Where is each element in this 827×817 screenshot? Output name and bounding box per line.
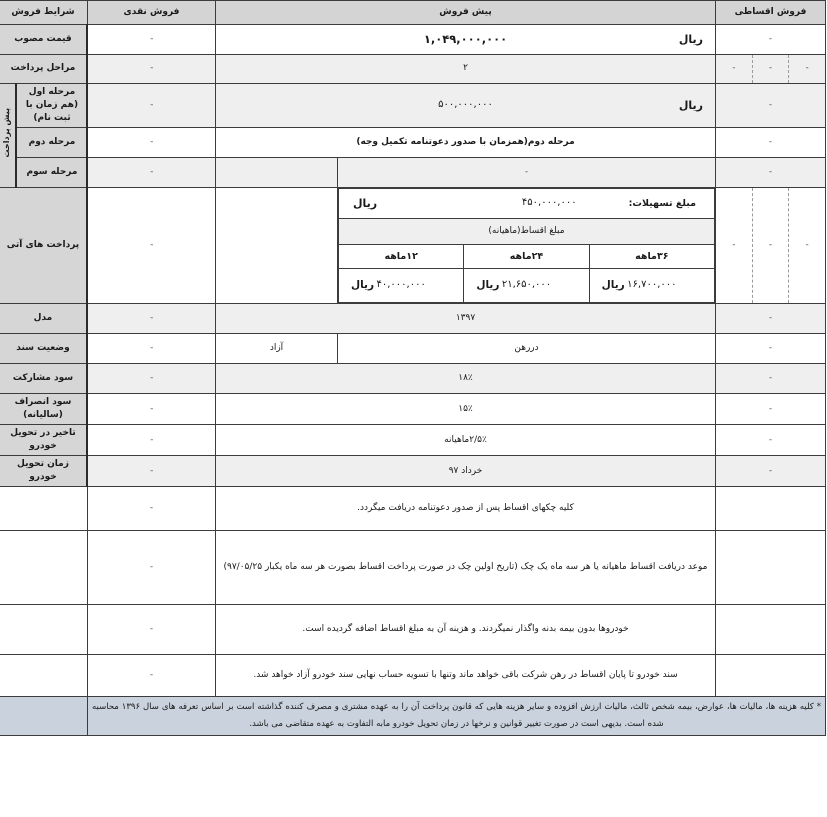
term-unit-24: ریال	[477, 279, 501, 292]
prepayment-vertical-label	[0, 84, 17, 188]
term-amount-36: ۱۶,۷۰۰,۰۰۰	[628, 279, 678, 291]
installment-schedule-block	[339, 188, 717, 304]
header-cash-sale: فروش نقدی	[88, 1, 216, 25]
participation-profit-cash: -	[88, 364, 216, 394]
note-1-label	[0, 487, 88, 531]
label-withdrawal-profit: سود انصراف (سالیانه)	[0, 394, 88, 425]
row-approved-price	[0, 25, 827, 55]
header-installment-sale: فروش اقساطی	[717, 1, 827, 25]
row-delivery-time	[0, 456, 827, 487]
future-payments-inst-a: -	[790, 188, 826, 303]
payment-stages-inst-b: -	[753, 55, 789, 83]
approved-price-installment: -	[717, 25, 827, 55]
note-2-cash: -	[88, 531, 216, 605]
term-amount-36-cell	[590, 269, 715, 303]
footer-spacer	[0, 697, 88, 735]
delivery-time-cash: -	[88, 456, 216, 487]
note-4-text: سند خودرو تا پایان اقساط در رهن شرکت باقی خواهد ماند وتنها با تسویه حساب نهایی سند خودرو آزاد خواهد شد.	[216, 655, 716, 697]
installments-title-row	[340, 219, 716, 245]
row-stage-three	[0, 158, 827, 188]
future-payments-presale-empty	[216, 188, 338, 304]
stage-three-presale-sub	[216, 158, 338, 188]
stage-two-installment: -	[717, 128, 827, 158]
prepayment-vertical-text: پیش پرداخت	[2, 108, 12, 158]
approved-price-amount: ۱,۰۴۹,۰۰۰,۰۰۰	[424, 32, 509, 47]
note-3-text: خودروها بدون بیمه بدنه واگذار نمیگردند. و هزینه آن به مبلغ اقساط اضافه گردیده است.	[216, 605, 716, 655]
delivery-time-presale: خرداد ۹۷	[216, 456, 716, 487]
label-delivery-delay: تاخیر در تحویل خودرو	[0, 425, 88, 456]
note-4-installment	[717, 655, 827, 697]
delivery-delay-presale: ۲/۵٪ماهیانه	[216, 425, 716, 456]
term-months-12: ۱۲ماهه	[340, 245, 465, 269]
approved-price-unit: ریال	[679, 32, 704, 46]
model-installment: -	[717, 304, 827, 334]
row-document-status	[0, 334, 827, 364]
label-stage-one: مرحله اول (هم زمان با ثبت نام)	[17, 84, 88, 128]
term-unit-12: ریال	[352, 279, 376, 292]
term-months-24: ۲۴ماهه	[465, 245, 590, 269]
model-presale: ۱۳۹۷	[216, 304, 716, 334]
label-stage-two: مرحله دوم	[17, 128, 88, 158]
future-payments-inst-c: -	[733, 240, 737, 251]
footer-disclaimer-cell	[88, 697, 826, 735]
participation-profit-presale: ۱۸٪	[216, 364, 716, 394]
note-2-label	[0, 531, 88, 605]
stage-three-installment: -	[717, 158, 827, 188]
term-amount-12-cell	[340, 269, 465, 303]
note-1-text: کلیه چکهای اقساط پس از صدور دعوتنامه دریافت میگردد.	[216, 487, 716, 531]
delivery-delay-cash: -	[88, 425, 216, 456]
term-amount-12: ۴۰,۰۰۰,۰۰۰	[377, 279, 427, 291]
note-3-installment	[717, 605, 827, 655]
facility-row	[340, 189, 716, 219]
stage-one-amount: ۵۰۰,۰۰۰,۰۰۰	[439, 99, 494, 111]
note-2-installment	[717, 531, 827, 605]
stage-three-presale-main: -	[339, 158, 717, 188]
label-model: مدل	[0, 304, 88, 334]
label-delivery-time: زمان تحویل خودرو	[0, 456, 88, 487]
delivery-time-installment: -	[717, 456, 827, 487]
note-1-cash: -	[88, 487, 216, 531]
note-4-cash: -	[88, 655, 216, 697]
stage-one-cash: -	[88, 84, 216, 128]
payment-stages-presale: ۲	[216, 55, 716, 84]
label-participation-profit: سود مشارکت	[0, 364, 88, 394]
note-3-cash: -	[88, 605, 216, 655]
note-1-installment	[717, 487, 827, 531]
row-note-1	[0, 487, 827, 531]
stage-three-cash: -	[88, 158, 216, 188]
document-status-cash: -	[88, 334, 216, 364]
stage-two-presale: مرحله دوم(همزمان با صدور دعوتنامه تکمیل وجه)	[216, 128, 716, 158]
withdrawal-profit-installment: -	[717, 394, 827, 425]
withdrawal-profit-presale: ۱۵٪	[216, 394, 716, 425]
stage-one-unit: ریال	[679, 98, 704, 112]
approved-price-presale	[216, 25, 716, 55]
model-cash: -	[88, 304, 216, 334]
header-presale: پیش فروش	[216, 1, 716, 25]
stage-one-presale	[216, 84, 716, 128]
payment-stages-inst-c: -	[733, 63, 737, 74]
document-status-main: دررهن	[339, 334, 717, 364]
future-payments-installment-group	[717, 188, 827, 304]
header-sale-terms: شرایط فروش	[0, 1, 88, 25]
document-status-installment: -	[717, 334, 827, 364]
label-stage-three: مرحله سوم	[17, 158, 88, 188]
installments-title: مبلغ اقساط(ماهیانه)	[340, 219, 716, 245]
installment-amounts-row	[340, 269, 716, 303]
label-payment-stages: مراحل پرداخت	[0, 55, 88, 84]
term-amount-24: ۲۱,۶۵۰,۰۰۰	[502, 279, 553, 291]
row-payment-stages	[0, 55, 827, 84]
stage-one-installment: -	[717, 84, 827, 128]
row-footer-disclaimer	[0, 697, 827, 735]
approved-price-cash: -	[88, 25, 216, 55]
row-stage-two	[0, 128, 827, 158]
payment-stages-inst-a: -	[790, 55, 826, 83]
facility-amount: ۴۵۰,۰۰۰,۰۰۰	[522, 197, 578, 209]
row-participation-profit	[0, 364, 827, 394]
note-2-text: موعد دریافت اقساط ماهیانه یا هر سه ماه یک چک (تاریخ اولین چک در صورت پرداخت اقساط بصورت هر سه ماه یکبار ۹۷/۰۵/۲۵)	[216, 531, 716, 605]
participation-profit-installment: -	[717, 364, 827, 394]
payment-stages-installment-group	[717, 55, 827, 84]
label-future-payments: پرداخت های آتی	[0, 188, 88, 304]
future-payments-cash: -	[88, 188, 216, 304]
stage-two-cash: -	[88, 128, 216, 158]
future-payments-inst-b: -	[753, 188, 789, 303]
term-months-36: ۳۶ماهه	[590, 245, 715, 269]
facility-label: مبلغ تسهیلات:	[629, 197, 697, 209]
delivery-delay-installment: -	[717, 425, 827, 456]
label-document-status: وضعیت سند	[0, 334, 88, 364]
row-stage-one	[0, 84, 827, 128]
table-header-row	[0, 1, 827, 25]
label-approved-price: قیمت مصوب	[0, 25, 88, 55]
payment-stages-cash: -	[88, 55, 216, 84]
term-amount-24-cell	[465, 269, 590, 303]
row-withdrawal-profit	[0, 394, 827, 425]
footer-disclaimer-text: * کلیه هزینه ها، مالیات ها، عوارض، بیمه شخص ثالث، مالیات ارزش افزوده و سایر هزینه هایی که قانون پرداخت آن را به عهده مشتری و مصرف کننده گذاشته است بر اساس تعرفه های سال ۱۳۹۶ محاسبه شده است. بدیهی است در صورت تغییر قوانین و نرخها در زمان تحویل خودرو مابه التفاوت به عهده متقاضی می باشد.	[92, 702, 822, 729]
note-3-label	[0, 605, 88, 655]
row-future-payments	[0, 188, 827, 304]
installment-terms-row	[340, 245, 716, 269]
facility-unit: ریال	[354, 196, 379, 210]
row-note-4	[0, 655, 827, 697]
installment-schedule-table	[339, 188, 716, 303]
withdrawal-profit-cash: -	[88, 394, 216, 425]
row-delivery-delay	[0, 425, 827, 456]
document-status-presale: آزاد	[216, 334, 338, 364]
note-4-label	[0, 655, 88, 697]
term-unit-36: ریال	[602, 279, 626, 292]
row-note-2	[0, 531, 827, 605]
row-model	[0, 304, 827, 334]
facility-amount-cell	[340, 189, 716, 219]
row-note-3	[0, 605, 827, 655]
